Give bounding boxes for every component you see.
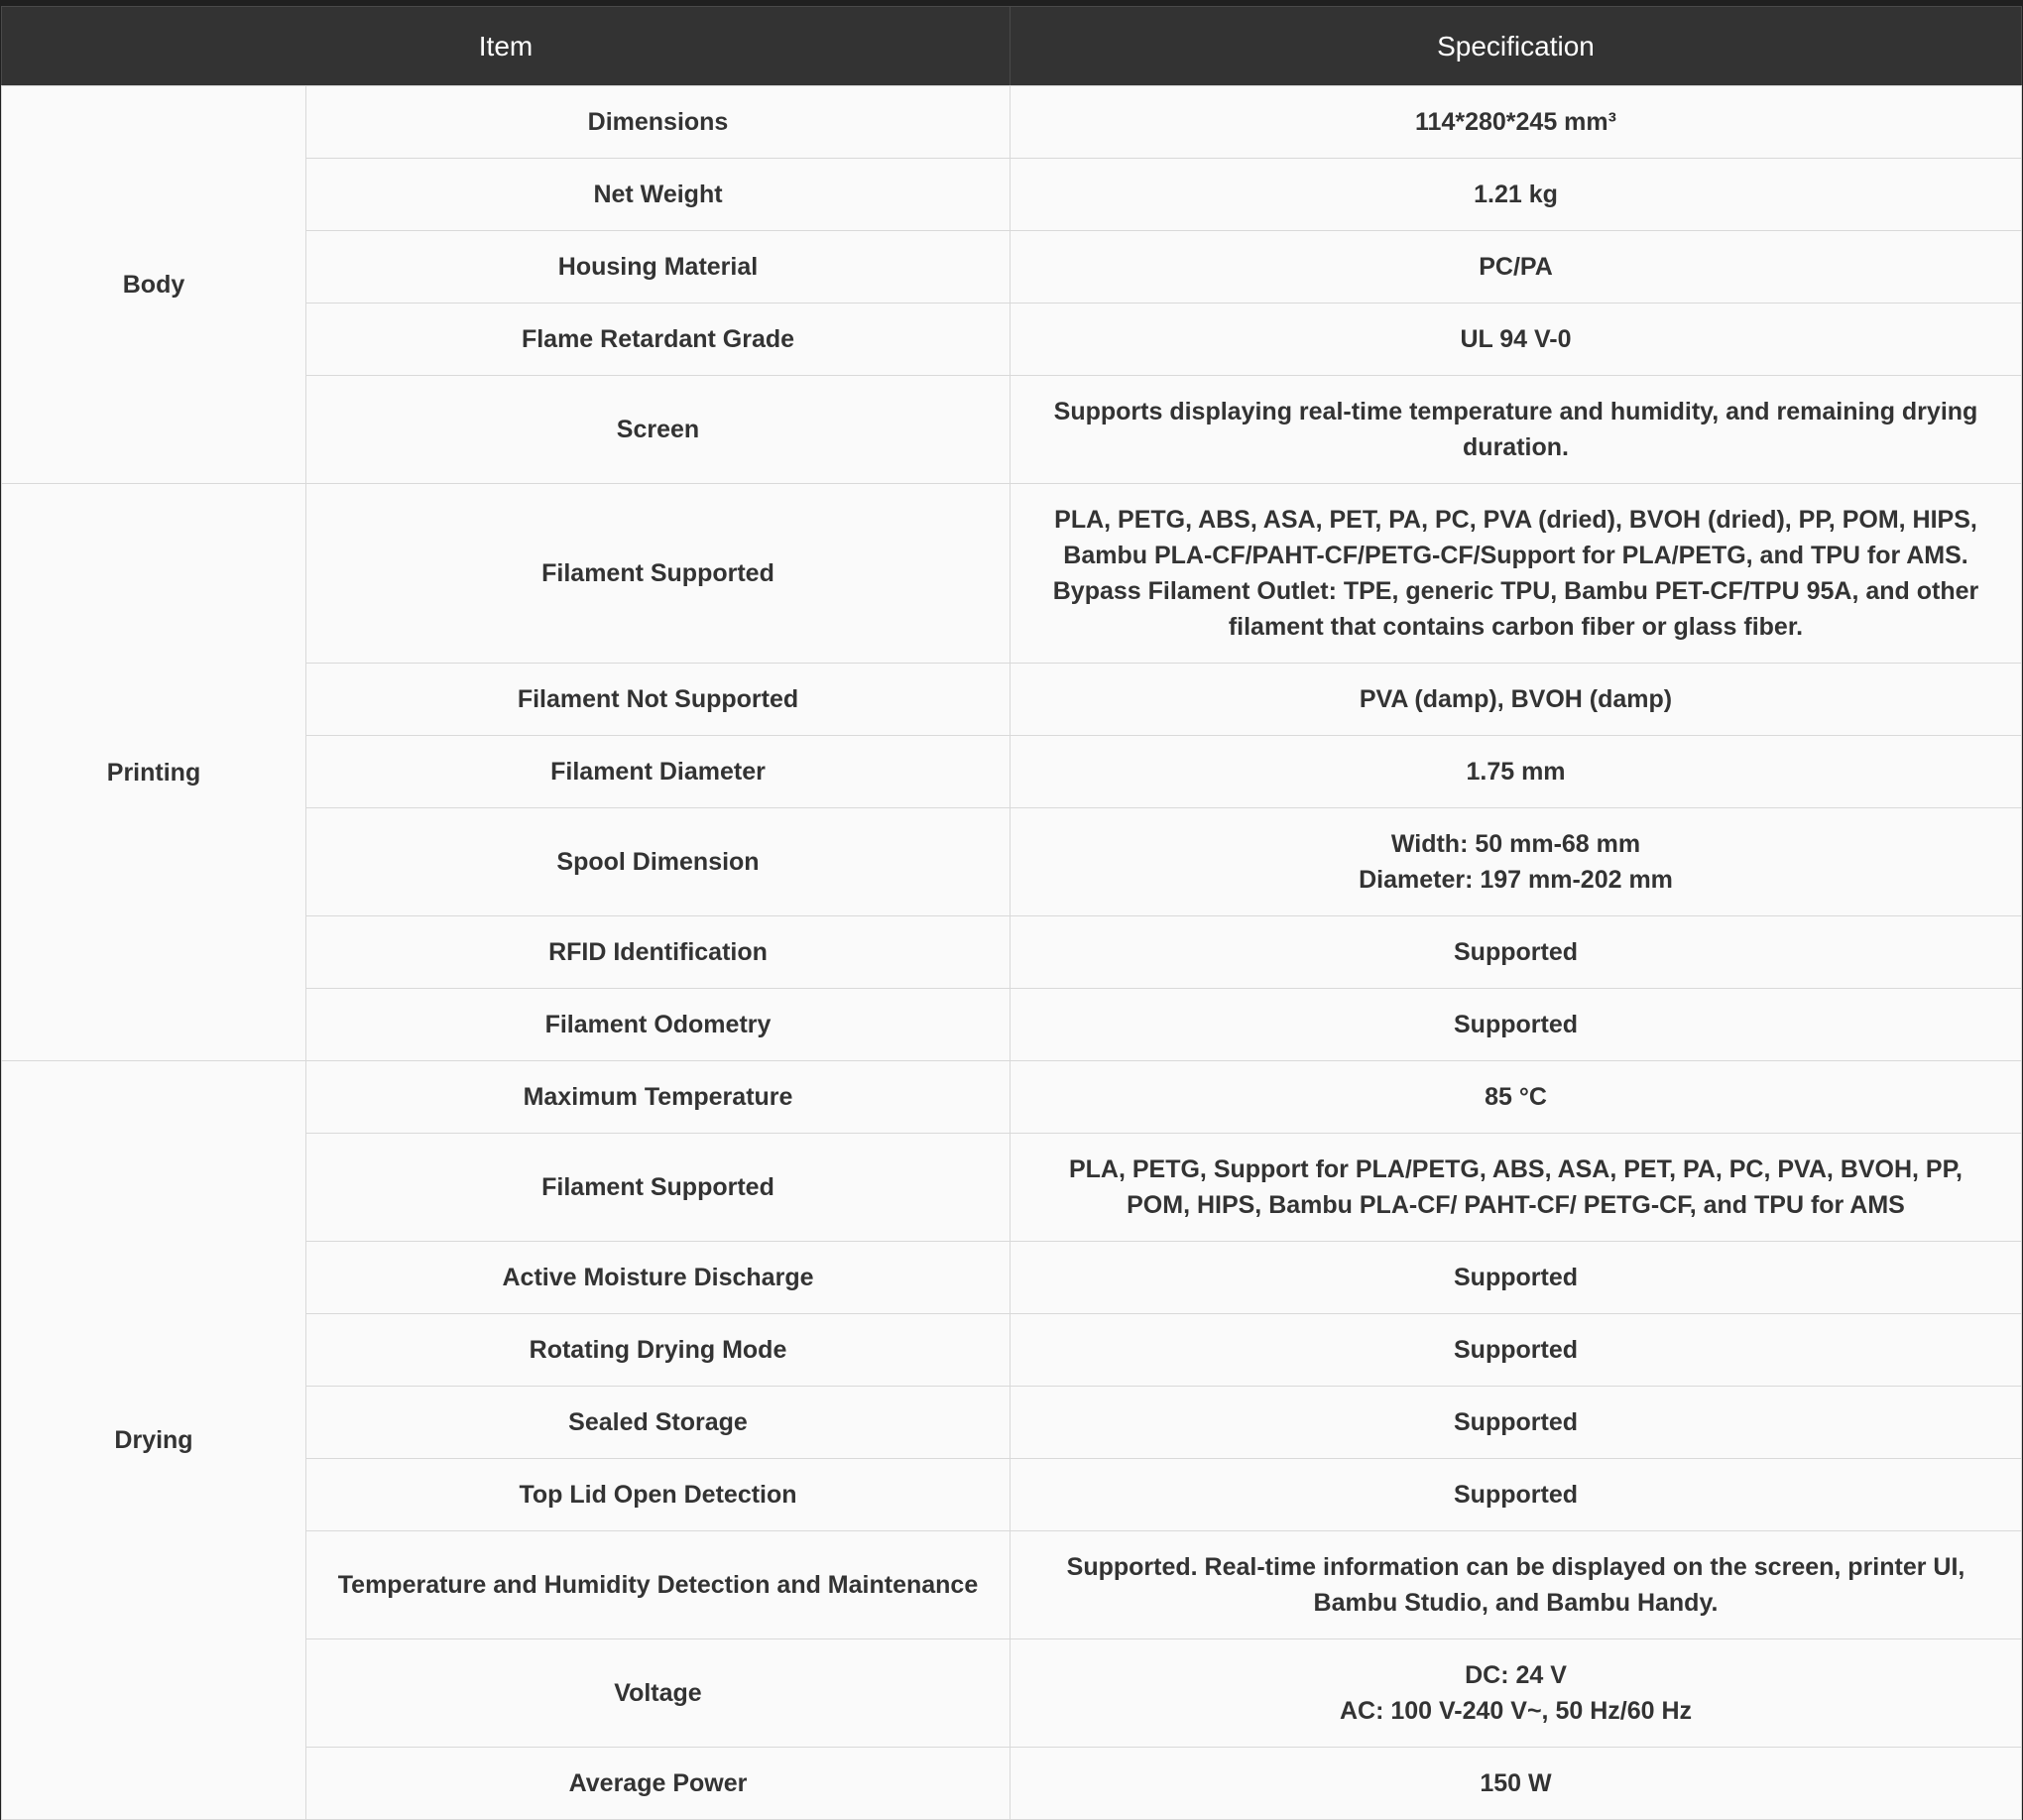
spec-cell: UL 94 V-0: [1011, 303, 2022, 376]
spec-line: Bypass Filament Outlet: TPE, generic TPU, Bambu PET-CF/TPU 95A, and other filament that contains carbon fiber or glass fiber.: [1052, 577, 1979, 641]
item-cell: Filament Diameter: [306, 736, 1011, 808]
header-specification: Specification: [1011, 7, 2022, 86]
spec-cell: 114*280*245 mm³: [1011, 86, 2022, 159]
item-cell: Sealed Storage: [306, 1387, 1011, 1459]
spec-line: Width: 50 mm-68 mm: [1390, 830, 1641, 858]
item-cell: Spool Dimension: [306, 808, 1011, 916]
item-cell: Voltage: [306, 1639, 1011, 1748]
item-cell: Filament Supported: [306, 1134, 1011, 1242]
spec-line: PLA, PETG, ABS, ASA, PET, PA, PC, PVA (dried), BVOH (dried), PP, POM, HIPS, Bambu PLA-CF/PAHT-CF/PETG-CF/Support for PLA/PETG, and TPU for AMS.: [1054, 506, 1977, 569]
spec-cell: [1011, 1639, 2022, 1748]
spec-cell: 150 W: [1011, 1748, 2022, 1820]
category-cell-printing: Printing: [2, 484, 306, 1061]
item-cell: Top Lid Open Detection: [306, 1459, 1011, 1531]
spec-cell: Supported: [1011, 989, 2022, 1061]
spec-line: AC: 100 V-240 V~, 50 Hz/60 Hz: [1339, 1697, 1693, 1725]
table-row: [2, 1061, 2022, 1134]
spec-cell: Supports displaying real-time temperature and humidity, and remaining drying duration.: [1011, 376, 2022, 484]
item-cell: Filament Odometry: [306, 989, 1011, 1061]
spec-cell: Supported: [1011, 916, 2022, 989]
category-cell-drying: Drying: [2, 1061, 306, 1820]
spec-cell: PLA, PETG, Support for PLA/PETG, ABS, ASA, PET, PA, PC, PVA, BVOH, PP, POM, HIPS, Bambu PLA-CF/ PAHT-CF/ PETG-CF, and TPU for AMS: [1011, 1134, 2022, 1242]
table-header-row: [2, 7, 2022, 86]
item-cell: Temperature and Humidity Detection and Maintenance: [306, 1531, 1011, 1639]
spec-line: DC: 24 V: [1465, 1661, 1567, 1689]
item-cell: Flame Retardant Grade: [306, 303, 1011, 376]
spec-cell: Supported: [1011, 1314, 2022, 1387]
item-cell: Screen: [306, 376, 1011, 484]
spec-cell: Supported: [1011, 1242, 2022, 1314]
table-row: [2, 484, 2022, 664]
spec-cell: [1011, 484, 2022, 664]
spec-cell: Supported: [1011, 1459, 2022, 1531]
item-cell: Maximum Temperature: [306, 1061, 1011, 1134]
spec-cell: 85 °C: [1011, 1061, 2022, 1134]
spec-cell: 1.75 mm: [1011, 736, 2022, 808]
category-cell-body: Body: [2, 86, 306, 484]
specification-table: [1, 6, 2022, 1820]
spec-cell: [1011, 808, 2022, 916]
spec-cell: PC/PA: [1011, 231, 2022, 303]
item-cell: Average Power: [306, 1748, 1011, 1820]
item-cell: Rotating Drying Mode: [306, 1314, 1011, 1387]
spec-cell: Supported. Real-time information can be displayed on the screen, printer UI, Bambu Studio, and Bambu Handy.: [1011, 1531, 2022, 1639]
spec-cell: Supported: [1011, 1387, 2022, 1459]
table-row: [2, 86, 2022, 159]
spec-line: Diameter: 197 mm-202 mm: [1359, 866, 1673, 894]
item-cell: Filament Not Supported: [306, 664, 1011, 736]
item-cell: Active Moisture Discharge: [306, 1242, 1011, 1314]
item-cell: Net Weight: [306, 159, 1011, 231]
item-cell: Dimensions: [306, 86, 1011, 159]
item-cell: Filament Supported: [306, 484, 1011, 664]
item-cell: Housing Material: [306, 231, 1011, 303]
header-item: Item: [2, 7, 1011, 86]
spec-cell: 1.21 kg: [1011, 159, 2022, 231]
item-cell: RFID Identification: [306, 916, 1011, 989]
spec-cell: PVA (damp), BVOH (damp): [1011, 664, 2022, 736]
